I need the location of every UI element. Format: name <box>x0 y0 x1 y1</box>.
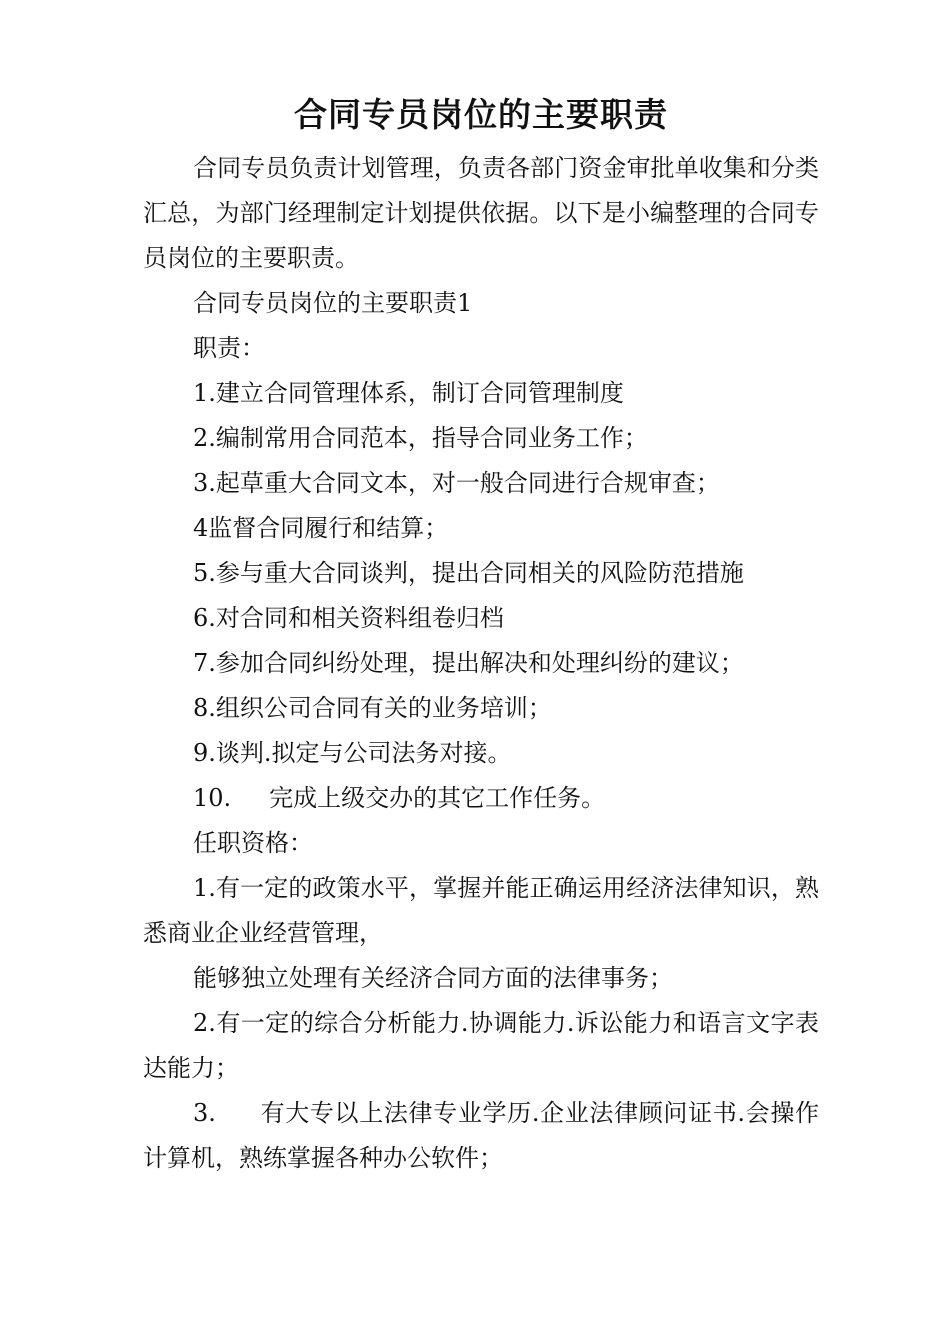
duty-item-7: 7.参加合同纠纷处理，提出解决和处理纠纷的建议； <box>193 649 744 677</box>
duty-item-2: 2.编制常用合同范本，指导合同业务工作； <box>193 424 648 452</box>
duty-item-3: 3.起草重大合同文本，对一般合同进行合规审查； <box>193 469 720 497</box>
duty-item-10 <box>143 776 819 821</box>
document-title: 合同专员岗位的主要职责 <box>294 95 668 134</box>
qualifications-label: 任职资格： <box>193 829 313 857</box>
duty-item-6: 6.对合同和相关资料组卷归档 <box>193 604 504 632</box>
qualification-item-1: 1.有一定的政策水平，掌握并能正确运用经济法律知识，熟悉商业企业经营管理， <box>143 874 819 947</box>
document-page <box>143 88 819 1181</box>
qualification-item-2: 2.有一定的综合分析能力.协调能力.诉讼能力和语言文字表达能力； <box>143 1009 819 1082</box>
duty-item-10-text: 完成上级交办的其它工作任务。 <box>269 784 606 812</box>
qualification-item-3-number: 3. <box>193 1099 216 1127</box>
duty-item-5: 5.参与重大合同谈判，提出合同相关的风险防范措施 <box>193 559 744 587</box>
intro-paragraph: 合同专员负责计划管理，负责各部门资金审批单收集和分类汇总，为部门经理制定计划提供依据。以下是小编整理的合同专员岗位的主要职责。 <box>143 154 819 272</box>
qualification-item-3 <box>143 1091 819 1181</box>
duty-item-9: 9.谈判.拟定与公司法务对接。 <box>193 739 512 767</box>
duty-item-1: 1.建立合同管理体系，制订合同管理制度 <box>193 379 624 407</box>
duty-item-4: 4监督合同履行和结算； <box>193 514 449 542</box>
duty-item-10-number: 10. <box>193 784 232 812</box>
duties-label: 职责： <box>193 334 265 362</box>
section-heading: 合同专员岗位的主要职责1 <box>193 289 473 317</box>
duty-item-8: 8.组织公司合同有关的业务培训； <box>193 694 552 722</box>
qualification-item-3-text: 有大专以上法律专业学历.企业法律顾问证书.会操作计算机，熟练掌握各种办公软件； <box>143 1099 819 1172</box>
qualification-item-1-continued: 能够独立处理有关经济合同方面的法律事务； <box>193 964 673 992</box>
